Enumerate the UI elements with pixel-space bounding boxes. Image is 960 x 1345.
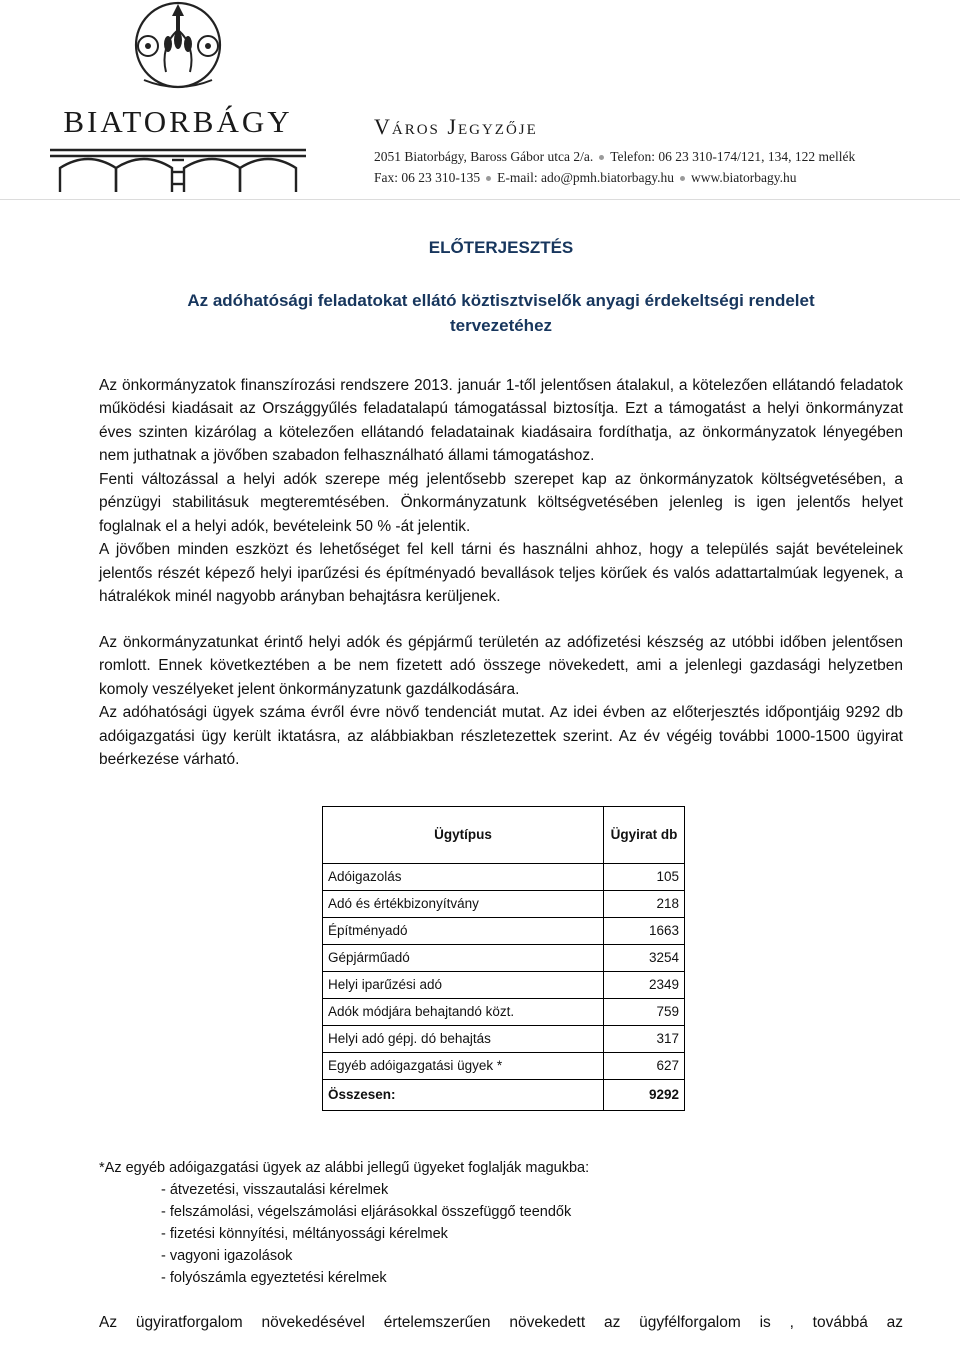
row-value: 218 (604, 890, 685, 917)
row-label: Adó és értékbizonyítvány (323, 890, 604, 917)
paragraph-5: Az adóhatósági ügyek száma évről évre növő tendenciát mutat. Az idei évben az előterjesztés időpontjáig 9292 db adóigazgatási ügy került iktatásra, az alábbiakban részletezettek szerint. Az év végéig további 1000-1500 ügyirat beérkezése várható. (99, 704, 903, 768)
table-body (323, 863, 685, 1110)
footnote-list (99, 1179, 903, 1289)
document-subtitle: Az adóhatósági feladatokat ellátó köztisztviselők anyagi érdekeltségi rendelet tervezetéhez (187, 290, 815, 335)
footnote-item: - átvezetési, visszautalási kérelmek (161, 1179, 903, 1201)
table-row (323, 944, 685, 971)
row-label: Adók módjára behajtandó közt. (323, 998, 604, 1025)
column-header-count: Ügyirat db (604, 806, 685, 863)
document-title: ELŐTERJESZTÉS (428, 238, 574, 257)
letterhead (0, 0, 960, 200)
phone-text: Telefon: 06 23 310-174/121, 134, 122 mellék (610, 149, 856, 164)
row-value: 105 (604, 863, 685, 890)
table-header-row (323, 806, 685, 863)
paragraph-4: Az önkormányzatunkat érintő helyi adók és gépjármű területén az adófizetési készség az utóbbi időben jelentősen romlott. Ennek következtében a be nem fizetett adó összege növekedett, ami a jelenlegi gazdasági helyzetben komoly veszélyeket jelent önkormányzatunk gazdálkodására. (99, 633, 903, 698)
footnote-item: - felszámolási, végelszámolási eljárásokkal összefüggő teendők (161, 1201, 903, 1223)
bullet-separator-icon (486, 176, 491, 181)
footnote (99, 1157, 903, 1289)
city-crest-icon (48, 0, 308, 196)
footnote-intro: *Az egyéb adóigazgatási ügyek az alábbi jellegű ügyeket foglalják magukba: (99, 1159, 590, 1176)
document-body (99, 236, 903, 1334)
paragraph-1: Az önkormányzatok finanszírozási rendszere 2013. január 1-től jelentősen átalakul, a kötelezően ellátandó feladatok működési kiadásait az Országgyűlés feladatalapú támogatással biztosítja. Ezt a támogatást a helyi önkormányzat éves szinten kizárólag a kötelezően ellátandó feladatainak kiadásaira fordíthatja, az önkormányzatok lényegében nem juthatnak a jövőben szabadon felhasználható állami támogatáshoz. (99, 376, 903, 464)
paragraph-gap (99, 609, 903, 631)
row-label: Adóigazolás (323, 863, 604, 890)
row-value: 759 (604, 998, 685, 1025)
row-value: 627 (604, 1052, 685, 1079)
closing-paragraph: Az ügyiratforgalom növekedésével értelemszerűen növekedett az ügyfélforgalom is , továbbá az (99, 1313, 903, 1331)
bullet-separator-icon (599, 155, 604, 160)
row-label: Helyi adó gépj. dó behajtás (323, 1025, 604, 1052)
case-statistics-table (322, 806, 685, 1111)
bullet-separator-icon (680, 176, 685, 181)
row-value: 3254 (604, 944, 685, 971)
table-row (323, 863, 685, 890)
row-label: Helyi iparűzési adó (323, 971, 604, 998)
column-header-type: Ügytípus (323, 806, 604, 863)
row-value: 2349 (604, 971, 685, 998)
table-row (323, 998, 685, 1025)
footnote-item: - vagyoni igazolások (161, 1245, 903, 1267)
office-title: Város Jegyzője (374, 114, 538, 139)
total-label: Összesen: (323, 1079, 604, 1110)
row-label: Gépjárműadó (323, 944, 604, 971)
paragraph-2: Fenti változással a helyi adók szerepe még jelentősebb szerepet kap az önkormányzatok költségvetésében, a pénzügyi stabilitásuk megteremtésében. Önkormányzatunk költségvetésében jelenleg is igen jelentős helyet foglalnak el a helyi adók, bevételeink 50 % -át jelentik. (99, 470, 903, 535)
row-value: 317 (604, 1025, 685, 1052)
header-divider (0, 199, 960, 200)
contact-line-1 (374, 146, 960, 167)
email-link[interactable]: E-mail: ado@pmh.biatorbagy.hu (497, 170, 675, 185)
footnote-item: - fizetési könnyítési, méltányossági kérelmek (161, 1223, 903, 1245)
table-row (323, 1052, 685, 1079)
contact-line-2 (374, 167, 960, 188)
table-row (323, 1025, 685, 1052)
row-value: 1663 (604, 917, 685, 944)
paragraph-3: A jövőben minden eszközt és lehetőséget fel kell tárni és használni ahhoz, hogy a település saját bevételeinek jelentős részét képező helyi iparűzési és építményadó bevallások teljes körűek és valós adattartalmúak legyenek, a hátralékok minél nagyobb arányban behajtásra kerüljenek. (99, 541, 903, 605)
website-link[interactable]: www.biatorbagy.hu (691, 170, 797, 185)
table-row (323, 971, 685, 998)
table-total-row (323, 1079, 685, 1110)
city-logo (48, 0, 308, 196)
total-value: 9292 (604, 1079, 685, 1110)
address-text: 2051 Biatorbágy, Baross Gábor utca 2/a. (374, 149, 594, 164)
row-label: Egyéb adóigazgatási ügyek * (323, 1052, 604, 1079)
logo-wordmark: BIATORBÁGY (63, 104, 293, 139)
table-row (323, 917, 685, 944)
office-block (374, 114, 960, 188)
footnote-item: - folyószámla egyeztetési kérelmek (161, 1267, 903, 1289)
table-row (323, 890, 685, 917)
row-label: Építményadó (323, 917, 604, 944)
fax-text: Fax: 06 23 310-135 (374, 170, 481, 185)
